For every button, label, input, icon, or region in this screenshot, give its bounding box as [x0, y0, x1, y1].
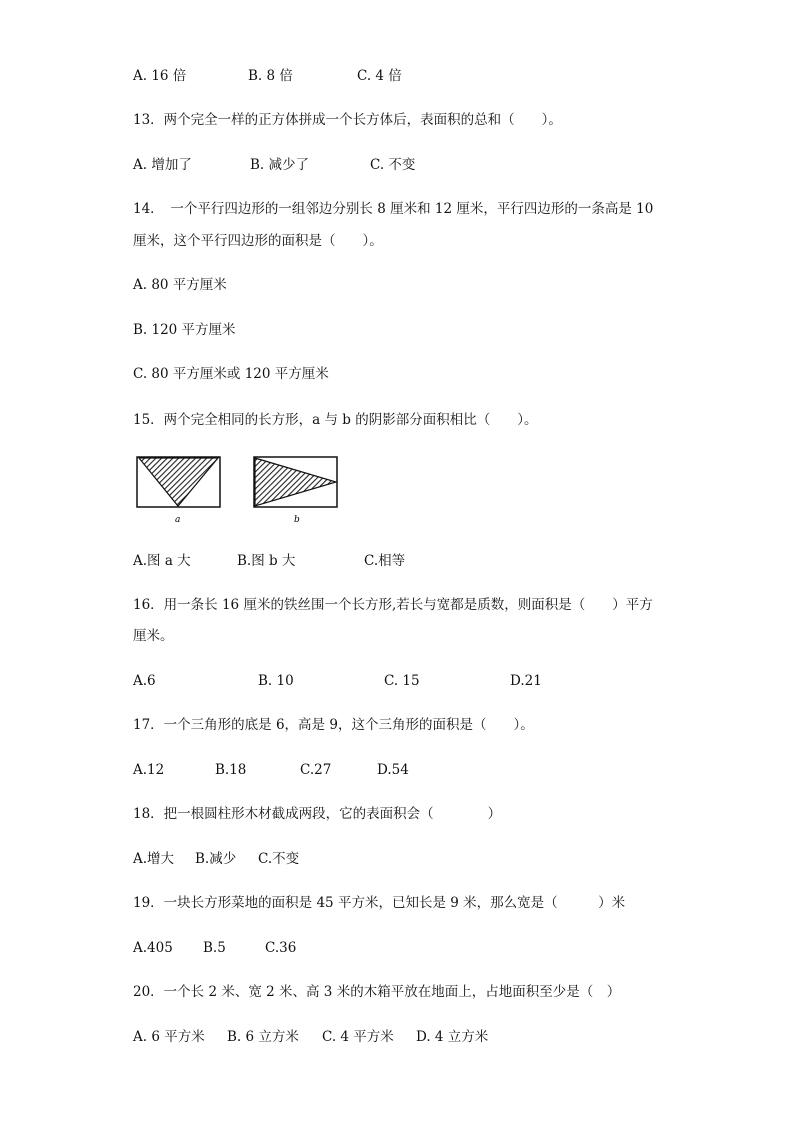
shaded-triangle-a	[139, 458, 218, 506]
q17-option-c: C.27	[300, 762, 332, 778]
q16-option-a: A.6	[133, 673, 156, 689]
q19-option-b: B.5	[203, 940, 226, 956]
q20-option-d: D. 4 立方米	[416, 1029, 489, 1045]
q19-option-a: A.405	[133, 940, 173, 956]
q14-text-line2: 厘米，这个平行四边形的面积是（ ）。	[133, 233, 383, 249]
q14-option-c: C. 80 平方厘米或 120 平方厘米	[133, 366, 329, 382]
q17-option-b: B.18	[215, 762, 247, 778]
q17-option-a: A.12	[133, 762, 165, 778]
q16-option-c: C. 15	[384, 673, 420, 689]
q13-text: 13．两个完全一样的正方体拼成一个长方体后，表面积的总和（ ）。	[133, 112, 562, 128]
q15-option-b: B.图 b 大	[237, 553, 296, 569]
q17-option-d: D.54	[377, 762, 409, 778]
q14-option-a: A. 80 平方厘米	[133, 277, 227, 293]
q15-option-a: A.图 a 大	[133, 553, 191, 569]
q20-option-b: B. 6 立方米	[227, 1029, 299, 1045]
q14-text-line1: 14． 一个平行四边形的一组邻边分别长 8 厘米和 12 厘米，平行四边形的一条高是 10	[133, 201, 654, 217]
q12-option-b: B. 8 倍	[248, 68, 293, 84]
q16-text-line1: 16．用一条长 16 厘米的铁丝围一个长方形,若长与宽都是质数，则面积是（ ）平方	[133, 597, 653, 613]
figure-label-a: a	[175, 515, 181, 525]
q13-option-c: C. 不变	[370, 157, 416, 173]
q18-text: 18．把一根圆柱形木材截成两段，它的表面积会（ ）	[133, 806, 502, 822]
q18-option-c: C.不变	[258, 851, 300, 867]
q14-option-b: B. 120 平方厘米	[133, 322, 236, 338]
q17-text: 17．一个三角形的底是 6，高是 9，这个三角形的面积是（ ）。	[133, 717, 534, 733]
q19-option-c: C.36	[265, 940, 297, 956]
figure-label-b: b	[294, 515, 300, 525]
q18-option-a: A.增大	[133, 851, 175, 867]
q13-option-a: A. 增加了	[133, 157, 192, 173]
q19-text: 19．一块长方形菜地的面积是 45 平方米，已知长是 9 米，那么宽是（ ）米	[133, 895, 626, 911]
q20-option-c: C. 4 平方米	[322, 1029, 394, 1045]
q16-option-b: B. 10	[258, 673, 294, 689]
q12-option-c: C. 4 倍	[357, 68, 402, 84]
shaded-triangle-b	[255, 458, 336, 506]
q15-text: 15．两个完全相同的长方形，a 与 b 的阴影部分面积相比（ ）。	[133, 412, 538, 428]
q12-option-a: A. 16 倍	[133, 68, 187, 84]
q20-text: 20．一个长 2 米、宽 2 米、高 3 米的木箱平放在地面上，占地面积至少是（ ）	[133, 984, 621, 1000]
q20-option-a: A. 6 平方米	[133, 1029, 205, 1045]
q16-option-d: D.21	[510, 673, 542, 689]
q13-option-b: B. 减少了	[250, 157, 310, 173]
q15-figure	[133, 452, 343, 527]
q15-option-c: C.相等	[364, 553, 406, 569]
q16-text-line2: 厘米。	[133, 628, 174, 644]
q18-option-b: B.减少	[195, 851, 237, 867]
